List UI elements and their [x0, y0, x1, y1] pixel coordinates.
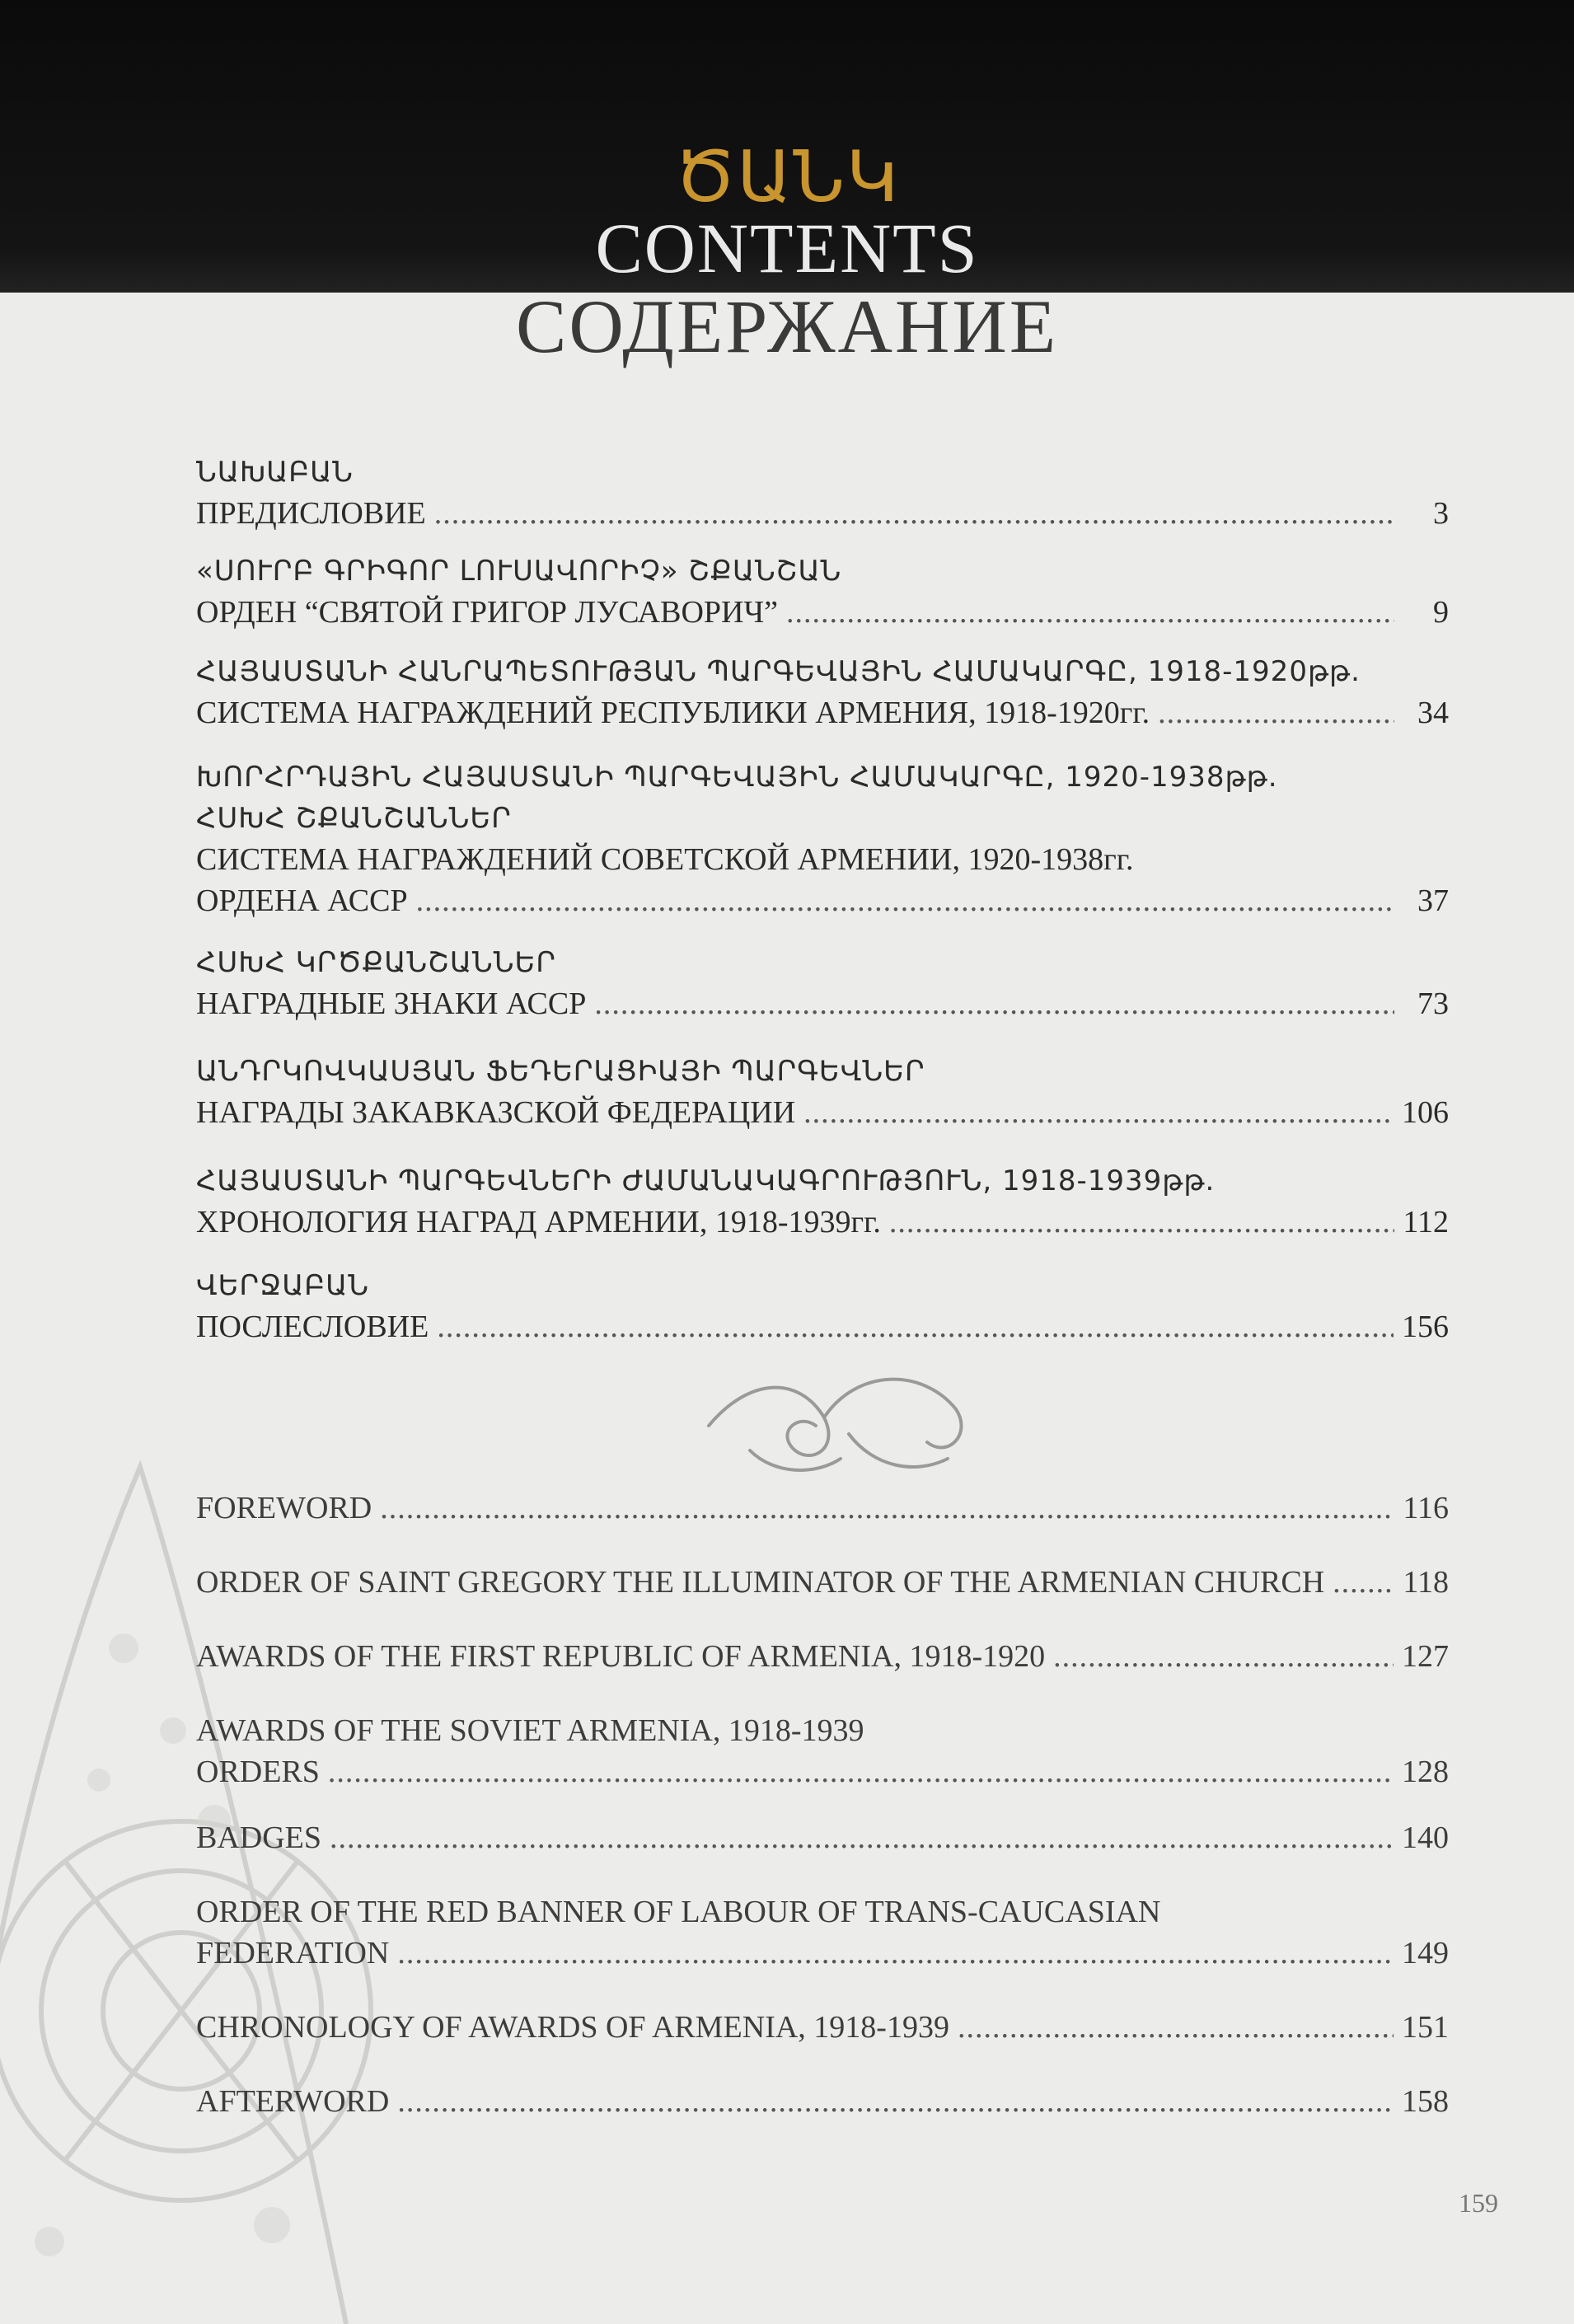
dot-leader: [380, 1488, 1394, 1529]
toc-entry-page: 116: [1403, 1491, 1449, 1525]
dot-leader: [594, 983, 1394, 1024]
toc-entry-page: 34: [1417, 696, 1449, 730]
toc-entry-line: [196, 1306, 1449, 1347]
dot-leader: [437, 1306, 1394, 1347]
dot-leader: [330, 1817, 1394, 1858]
toc-entry-line: [196, 1488, 1449, 1529]
toc-entry-line: [196, 983, 1449, 1024]
toc-entry-title: ORDER OF SAINT GREGORY THE ILLUMINATOR OF THE ARMENIAN CHURCH: [196, 1565, 1325, 1600]
toc-entry-line: [196, 1933, 1449, 1974]
toc-entry[interactable]: [196, 942, 1449, 1024]
toc-entry-line: [196, 880, 1449, 921]
page-number: 159: [1459, 2188, 1498, 2218]
toc-entry-title: FOREWORD: [196, 1491, 372, 1525]
dot-leader: [434, 493, 1394, 534]
toc-entry-title: AFTERWORD: [196, 2084, 390, 2119]
dot-leader: [786, 592, 1394, 633]
toc-entry-title: ПРЕДИСЛОВИЕ: [196, 496, 426, 531]
toc-entry[interactable]: [196, 1265, 1449, 1347]
toc-entry-title: ПОСЛЕСЛОВИЕ: [196, 1310, 429, 1344]
toc-entry[interactable]: [196, 1051, 1449, 1133]
toc-entry-page: 9: [1433, 595, 1449, 630]
toc-entry-page: 127: [1402, 1639, 1449, 1674]
toc-entry-title: AWARDS OF THE FIRST REPUBLIC OF ARMENIA, 1918-1920: [196, 1639, 1046, 1674]
toc-entry-page: 37: [1417, 883, 1449, 918]
toc-entry-line: [196, 1562, 1449, 1603]
toc-entry-title: CHRONOLOGY OF AWARDS OF ARMENIA, 1918-1939: [196, 2010, 949, 2045]
toc-entry[interactable]: [196, 2007, 1449, 2048]
toc-entry-page: 128: [1402, 1755, 1449, 1789]
toc-entry-page: 140: [1402, 1820, 1449, 1855]
toc-entry-page: 156: [1402, 1310, 1449, 1344]
toc-entry-page: 106: [1402, 1095, 1449, 1130]
toc-entry-title: ОРДЕНА АССР: [196, 883, 408, 918]
toc-entry-line: [196, 692, 1449, 733]
toc-entry-line: [196, 2081, 1449, 2122]
toc-entry[interactable]: [196, 551, 1449, 633]
toc-entry-line: [196, 1202, 1449, 1243]
toc-entry-page: 73: [1417, 986, 1449, 1021]
toc-entry[interactable]: [196, 1891, 1449, 1974]
dot-leader: [416, 880, 1394, 921]
toc-entry-page: 158: [1402, 2084, 1449, 2119]
toc-entry-heading: ՀԱՅԱՍՏԱՆԻ ՊԱՐԳԵՎՆԵՐԻ ԺԱՄԱՆԱԿԱԳՐՈՒԹՅՈՒՆ, 1918-1939թթ.: [196, 1164, 1216, 1197]
toc-entry-heading: ՆԱԽԱԲԱՆ: [196, 456, 354, 489]
toc-entry-page: 151: [1402, 2010, 1449, 2045]
toc-entry[interactable]: [196, 651, 1449, 733]
toc-entry[interactable]: [196, 2081, 1449, 2122]
toc-entry-line: [196, 1751, 1449, 1792]
dot-leader: [1333, 1562, 1394, 1603]
dot-leader: [889, 1202, 1394, 1243]
toc-entry-line: [196, 1817, 1449, 1858]
dot-leader: [803, 1092, 1394, 1133]
toc-entry-page: 112: [1403, 1205, 1449, 1239]
toc-entry-heading: «ՍՈՒՐԲ ԳՐԻԳՈՐ ԼՈՒՍԱՎՈՐԻՉ» ՇՔԱՆՇԱՆ: [196, 555, 842, 588]
toc-entry[interactable]: [196, 1562, 1449, 1603]
toc-entry-title: ОРДЕН “СВЯТОЙ ГРИГОР ЛУСАВОРИЧ”: [196, 595, 779, 630]
toc-entry[interactable]: [196, 1710, 1449, 1792]
toc-entry-heading: ՀՍԽՀ ՇՔԱՆՇԱՆՆԵՐ: [196, 802, 512, 835]
toc-entry-page: 118: [1403, 1565, 1449, 1600]
toc-entry-line: [196, 493, 1449, 534]
toc-entry-title: ORDERS: [196, 1755, 320, 1789]
dot-leader: [1053, 1636, 1394, 1677]
toc-entry-heading: ԽՈՐՀՐԴԱՅԻՆ ՀԱՅԱՍՏԱՆԻ ՊԱՐԳԵՎԱՅԻՆ ՀԱՄԱԿԱՐԳԸ, 1920-1938թթ.: [196, 761, 1278, 794]
toc-entry-line: [196, 592, 1449, 633]
toc-entry-heading: ՎԵՐՋԱԲԱՆ: [196, 1269, 369, 1302]
toc-entry-title: НАГРАДНЫЕ ЗНАКИ АССР: [196, 986, 587, 1021]
title-russian: СОДЕРЖАНИЕ: [515, 284, 1059, 368]
toc-entry[interactable]: [196, 1488, 1449, 1529]
toc-entry-heading: ORDER OF THE RED BANNER OF LABOUR OF TRANS-CAUCASIAN: [196, 1895, 1161, 1929]
toc-entry-title: НАГРАДЫ ЗАКАВКАЗСКОЙ ФЕДЕРАЦИИ: [196, 1095, 796, 1130]
toc-entry[interactable]: [196, 1160, 1449, 1243]
toc-entry-line: [196, 2007, 1449, 2048]
toc-entry-title: СИСТЕМА НАГРАЖДЕНИЙ РЕСПУБЛИКИ АРМЕНИЯ, 1918-1920гг.: [196, 696, 1150, 730]
toc-entry[interactable]: [196, 757, 1449, 921]
toc-entry-heading: ՀՍԽՀ ԿՐԾՔԱՆՇԱՆՆԵՐ: [196, 946, 556, 979]
title-armenian: ԾԱՆԿ: [674, 136, 900, 218]
toc-entry-page: 149: [1402, 1936, 1449, 1970]
toc-entry[interactable]: [196, 1636, 1449, 1677]
dot-leader: [958, 2007, 1394, 2048]
toc-entry-line: [196, 1092, 1449, 1133]
toc-entry-title: BADGES: [196, 1820, 322, 1855]
toc-entry[interactable]: [196, 1817, 1449, 1858]
dot-leader: [397, 1933, 1394, 1974]
toc-entry-title: ХРОНОЛОГИЯ НАГРАД АРМЕНИИ, 1918-1939гг.: [196, 1205, 881, 1239]
toc-entry-title: FEDERATION: [196, 1936, 390, 1970]
dot-leader: [397, 2081, 1394, 2122]
toc-entry[interactable]: [196, 452, 1449, 534]
toc-entry-page: 3: [1433, 496, 1449, 531]
toc-entry-heading: ԱՆԴՐԿՈՎԿԱՍՅԱՆ ՖԵԴԵՐԱՑԻԱՅԻ ՊԱՐԳԵՎՆԵՐ: [196, 1055, 925, 1088]
toc-entry-heading: ՀԱՅԱՍՏԱՆԻ ՀԱՆՐԱՊԵՏՈՒԹՅԱՆ ՊԱՐԳԵՎԱՅԻՆ ՀԱՄԱԿԱՐԳԸ, 1918-1920թթ.: [196, 655, 1361, 688]
title-english: CONTENTS: [595, 209, 979, 288]
toc-entry-heading: СИСТЕМА НАГРАЖДЕНИЙ СОВЕТСКОЙ АРМЕНИИ, 1920-1938гг.: [196, 842, 1134, 877]
toc-entry-heading: AWARDS OF THE SOVIET ARMENIA, 1918-1939: [196, 1713, 864, 1748]
dot-leader: [1158, 692, 1394, 733]
toc-entry-line: [196, 1636, 1449, 1677]
dot-leader: [328, 1751, 1394, 1792]
